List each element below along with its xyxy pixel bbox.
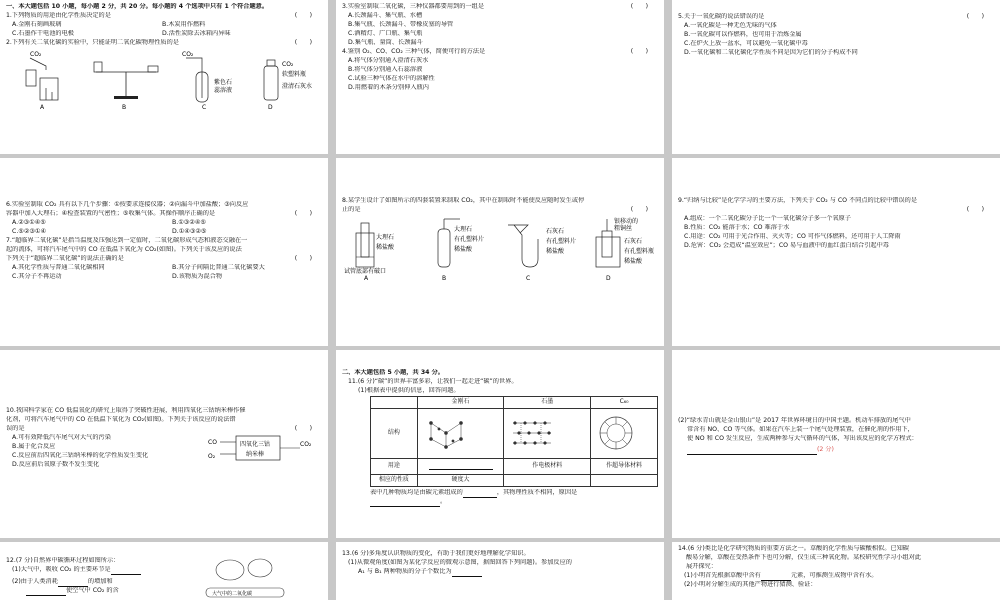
panel-q14 [672, 542, 1000, 600]
cycle-label: 大气中的二氧化碳 [212, 591, 253, 597]
q11-equation-blank[interactable] [687, 447, 817, 455]
carbon-allotrope-table [370, 396, 658, 487]
section-two-header: 二、本大题包括 5 小题，共 34 分。 [342, 369, 444, 376]
diamond-use-blank[interactable] [417, 458, 504, 474]
q3-option-d: D.集气瓶、量筒、长颈漏斗 [348, 38, 423, 46]
figure-c-label: C [202, 103, 207, 111]
fig-b-marble: 大理石 [454, 225, 473, 233]
q4-option-c: C.试验三种气体在水中的溶解性 [348, 74, 435, 82]
c60-property-blank[interactable] [591, 474, 658, 486]
q12-part2: (2)由于人类消耗 [12, 577, 58, 585]
fig-d-wire1: 银移动的 [614, 217, 639, 225]
q14-line3: 展开探究： [686, 562, 717, 570]
figure-c [182, 51, 232, 111]
figure-d [596, 217, 654, 281]
q3-bracket: ( ) [630, 3, 648, 10]
q12-blank-2[interactable] [58, 579, 88, 587]
q12-blank-3[interactable] [26, 588, 66, 596]
q11-part2-line3: 使 NO 和 CO 发生反应，生成两种参与大气循环的气体，写出该反应的化学方程式： [687, 434, 918, 442]
q11-part1: (1)根据表中提供的信息，回答问题。 [358, 386, 460, 394]
q12-stem: 12.(7 分)自然界中碳循环过程如图所示： [6, 557, 120, 564]
q12-blank-1[interactable] [111, 567, 141, 575]
q12-part2b: 的增加和 [87, 577, 113, 585]
q8-bracket: ( ) [630, 205, 648, 213]
fig-b-plate: 有孔塑料片 [454, 235, 485, 243]
panel-q13 [336, 542, 664, 600]
q14-part1: (1)小明首先根据草酸中含有 [684, 571, 761, 579]
q10-stem-line1: 10.我国科学家在 CO 低温氧化的研究上取得了突破性进展，利用四氧化三钴纳米棒作催 [6, 407, 246, 414]
fig-d-limestone: 石灰石 [624, 237, 643, 245]
q3-option-b: B.集气瓶、长颈漏斗、带橡皮塞的导管 [348, 20, 454, 28]
fig-c-label: C [526, 274, 531, 281]
panel-q5 [672, 0, 1000, 154]
q12-part1: (1)大气中，吸收 CO₂ 的主要环节是 [12, 565, 111, 573]
q2-bracket: ( ) [294, 38, 312, 46]
q10-stem-line3: 误的是 [6, 424, 25, 432]
q6-option-d: D.①④③②⑤ [172, 227, 207, 235]
th-diamond: 金刚石 [417, 396, 504, 408]
q2-stem: 2.下列有关二氧化碳的实验中，只能证明二氧化碳物理性质的是 [6, 38, 179, 46]
carbon-cycle-figure [200, 548, 290, 598]
q5-stem: 5.关于一氧化碳的说法错误的是 [678, 13, 765, 20]
q4-option-b: B.将气体分别通入石蕊溶液 [348, 65, 423, 73]
q9-option-b: B.性质：CO₂ 能溶于水；CO 难溶于水 [684, 223, 790, 231]
q11-part2-line1: (2)“绿水青山就是金山银山”是 2017 年世界环境日的中国主题。机动车排放的尾气中 [678, 417, 911, 424]
fig-co2: CO₂ [300, 440, 312, 448]
figure-b-label: B [122, 103, 127, 111]
q6-stem-line2: 容器中加入大理石；④检查装置的气密性；⑤收集气体。其操作顺序正确的是 [6, 209, 216, 217]
q13-part1b: A₁ 与 B₁ 两种物质的分子个数比为 [358, 567, 452, 575]
q11-tail-1: 表中几种物质均是由碳元素组成的 [370, 488, 463, 496]
q3-stem: 3.实验室制取二氧化碳，三种仪器都要用到的一组是 [342, 3, 485, 10]
fig-catalyst-line2: 纳米棒 [246, 450, 265, 458]
q14-part2: (2)小明对分解生成的其他产物进行猜测、验证： [684, 580, 817, 588]
q1-bracket: ( ) [294, 11, 312, 19]
figure-a-label: A [40, 103, 45, 111]
q5-option-b: B.一氧化碳可以作燃料，也可用于冶炼金属 [684, 30, 802, 38]
q1-stem: 1.下列物质的用途由化学性质决定的是 [6, 11, 111, 19]
cycle-illustration [200, 548, 290, 598]
q11-stem: 11.(6 分)“碳”的世界丰富多彩，让我们一起走进“碳”的世界。 [348, 377, 518, 385]
q7-option-a: A.其化学性质与普通二氧化碳相同 [12, 263, 105, 271]
q14-line1: 14.(6 分)类比是化学研究物质的重要方法之一。草酸的化学性质与碳酸相似。已知碳 [678, 545, 909, 552]
q10-bracket: ( ) [294, 424, 312, 432]
fig-d-acid: 稀盐酸 [624, 257, 643, 265]
diamond-lattice-icon [421, 413, 471, 453]
th-c60: C₆₀ [591, 396, 658, 408]
fig-b-acid: 稀盐酸 [454, 245, 473, 253]
figure-a-co2: CO₂ [30, 50, 42, 58]
q12-part2c: 使空气中 CO₂ 的含 [66, 586, 119, 594]
panel-q8 [336, 158, 664, 346]
q9-stem: 9.“归纳与比较”是化学学习的主要方法，下列关于 CO₂ 与 CO 不同点的比较中错误的是 [678, 197, 918, 204]
row-property: 相应的性质 [371, 474, 418, 486]
q10-stem-line2: 化剂，可将汽车尾气中的 CO 在低温下氧化为 CO₂(如图)。下列关于该反应的说法错 [6, 415, 236, 423]
c60-structure-img [591, 408, 658, 458]
graphite-property-blank[interactable] [504, 474, 591, 486]
q9-option-c: C.用途：CO₂ 可用于光合作用、灭火等；CO 可作气体燃料，还可用于人工降雨 [684, 232, 901, 240]
fig-c-plate: 有孔塑料片 [546, 237, 577, 245]
figure-a [26, 51, 58, 111]
figure-d-co2: CO₂ [282, 60, 294, 68]
q7-option-c: C.其分子不再运动 [12, 272, 62, 280]
q6-bracket: ( ) [294, 209, 312, 217]
q13-part1: (1)从微观角度(如图为某化学反应的微观示意图，据图回答下列问题)。参加反应的 [348, 558, 572, 566]
th-graphite: 石墨 [504, 396, 591, 408]
q8-apparatus-figure [342, 215, 658, 281]
graphite-structure-img [504, 408, 591, 458]
fig-d-bottle: 有孔塑料瓶 [624, 247, 655, 255]
q6-option-a: A.②③①④⑤ [12, 218, 46, 226]
section-one-header: 一、本大题包括 10 小题，每小题 2 分，共 20 分。每小题的 4 个选项中只有 1 个符合题意。 [6, 3, 269, 10]
diamond-property: 硬度大 [417, 474, 504, 486]
q13-blank-1[interactable] [452, 569, 482, 577]
q10-reaction-figure [206, 434, 316, 464]
panel-q11-part2 [672, 350, 1000, 538]
q13-stem: 13.(6 分)多角度认识物质的变化，有助于我们更好地理解化学知识。 [342, 550, 530, 557]
panel-q11 [336, 350, 664, 538]
q3-option-a: A.长颈漏斗、集气瓶、水槽 [348, 11, 423, 19]
q11-part2-score: (2 分) [817, 445, 834, 453]
panel-q10 [0, 350, 328, 538]
q3-option-c: C.酒精灯、广口瓶、集气瓶 [348, 29, 423, 37]
figure-d-bottle: 软塑料瓶 [282, 70, 307, 78]
fig-c-acid: 稀盐酸 [546, 247, 565, 255]
q11-blank-2[interactable] [370, 499, 440, 507]
fig-d-label: D [606, 274, 611, 281]
fig-a-note: 试管底部有破口 [344, 267, 387, 275]
q6-stem-line1: 6.实验室制取 CO₂ 具有以下几个步骤：①按要求连接仪器；②向漏斗中加盐酸；③向反应 [6, 201, 249, 208]
fig-a-acid: 稀盐酸 [376, 243, 395, 251]
q1-option-a: A.金刚石刻画玻璃 [12, 20, 62, 28]
q7-stem-line2: 起的流体，可将汽车尾气中的 CO 在低温下氧化为 CO₂(如图)。下列关于该反应的说法 [6, 245, 242, 253]
q14-line2: 酸易分解，草酸在受热条件下也可分解，仅生成三种氧化物。某校研究性学习小组对此 [686, 553, 922, 561]
fig-b-label: B [442, 274, 447, 281]
graphite-layers-icon [507, 413, 557, 453]
fig-co: CO [208, 438, 217, 446]
graphite-use: 作电极材料 [504, 458, 591, 474]
panel-q3-q4 [336, 0, 664, 154]
q11-tail-2: ，其物理性质不相同，原因是 [496, 488, 578, 496]
row-use: 用途 [371, 458, 418, 474]
figure-d-lime: 澄清石灰水 [282, 82, 313, 90]
q1-option-d: D.活性炭除去冰箱内异味 [162, 29, 231, 37]
c60-use: 作超导体材料 [591, 458, 658, 474]
q9-option-d: D.危害：CO₂ 会造成“温室效应”；CO 易与血液中的血红蛋白结合引起中毒 [684, 241, 889, 249]
q4-option-d: D.用燃着的木条分别伸入瓶内 [348, 83, 429, 91]
figure-d [264, 60, 312, 111]
figure-b [438, 219, 484, 281]
fig-o2: O₂ [208, 452, 216, 460]
q7-option-b: B.其分子间隔比普通二氧化碳要大 [172, 263, 265, 271]
c60-sphere-icon [594, 413, 638, 453]
fig-c-limestone: 石灰石 [546, 227, 565, 235]
q7-stem-line1: 7.“超临界二氧化碳”是指当温度及压强达到一定值时，二氧化碳形成气态和液态交融在一 [6, 236, 248, 244]
q5-option-d: D.一氧化碳和二氧化碳化学性质不同是因为它们的分子构成不同 [684, 48, 858, 56]
q5-bracket: ( ) [966, 13, 984, 20]
figure-c-co2: CO₂ [182, 50, 194, 58]
q14-part1b: 元素，可推测生成物中含有水。 [790, 571, 878, 579]
figure-c [508, 225, 576, 281]
q10-option-b: B.属于化合反应 [12, 442, 56, 450]
row-structure: 结构 [371, 408, 418, 458]
figure-c-litmus1: 紫色石 [214, 78, 233, 86]
panel-q9 [672, 158, 1000, 346]
q4-bracket: ( ) [630, 47, 648, 55]
q10-option-d: D.反应前后氧原子数不发生变化 [12, 460, 100, 468]
figure-c-litmus2: 蕊溶液 [214, 86, 233, 94]
q1-option-b: B.木炭用作燃料 [162, 20, 206, 28]
q7-bracket: ( ) [294, 254, 312, 262]
figure-b [94, 62, 158, 111]
fig-a-marble: 大理石 [376, 233, 395, 241]
q4-stem: 4.鉴别 O₂、CO、CO₂ 三种气体，简便可行的方法是 [342, 47, 486, 55]
q7-stem-line3: 下列关于“超临界二氧化碳”的说法正确的是 [6, 254, 124, 262]
q10-option-c: C.反应前后四氧化三钴纳米棒的化学性质发生变化 [12, 451, 149, 459]
q2-apparatus-figure [6, 48, 322, 112]
figure-a [344, 223, 395, 281]
q11-blank-1[interactable] [463, 490, 497, 498]
q11-tail-3: 。 [440, 497, 447, 505]
q14-blank-1[interactable] [761, 573, 791, 581]
q6-option-c: C.⑤②③①④ [12, 227, 47, 235]
panel-q12 [0, 542, 328, 600]
q8-stem-line1: 8.某学生设计了如图所示的四套装置来制取 CO₂，其中在制取时不能使反应随时发生或停 [342, 197, 585, 204]
diamond-structure-img [417, 408, 504, 458]
q8-stem-line2: 止的是 [342, 205, 361, 213]
fig-a-label: A [364, 274, 369, 281]
fig-catalyst-line1: 四氧化三钴 [240, 440, 271, 448]
q11-part2-line2: 常含有 NO、CO 等气体。如果在汽车上装一个尾气处理装置，在催化剂的作用下， [687, 425, 914, 433]
q5-option-c: C.在炉火上放一盆水，可以避免一氧化碳中毒 [684, 39, 808, 47]
q9-bracket: ( ) [966, 205, 984, 213]
panel-q6-q7 [0, 158, 328, 346]
q10-option-a: A.可有效降低汽车尾气对大气的污染 [12, 433, 111, 441]
panel-q1-q2 [0, 0, 328, 154]
q7-option-d: D.该物质为混合物 [172, 272, 223, 280]
figure-d-label: D [268, 103, 273, 111]
fig-d-wire2: 粗铜丝 [614, 224, 633, 232]
q6-option-b: B.①③②④⑤ [172, 218, 206, 226]
q5-option-a: A.一氧化碳是一种无色无味的气体 [684, 21, 777, 29]
q4-option-a: A.将气体分别通入澄清石灰水 [348, 56, 429, 64]
q1-option-c: C.石墨作干电池的电极 [12, 29, 74, 37]
q9-option-a: A.组成：一个二氧化碳分子比一个一氧化碳分子多一个氧原子 [684, 214, 851, 222]
